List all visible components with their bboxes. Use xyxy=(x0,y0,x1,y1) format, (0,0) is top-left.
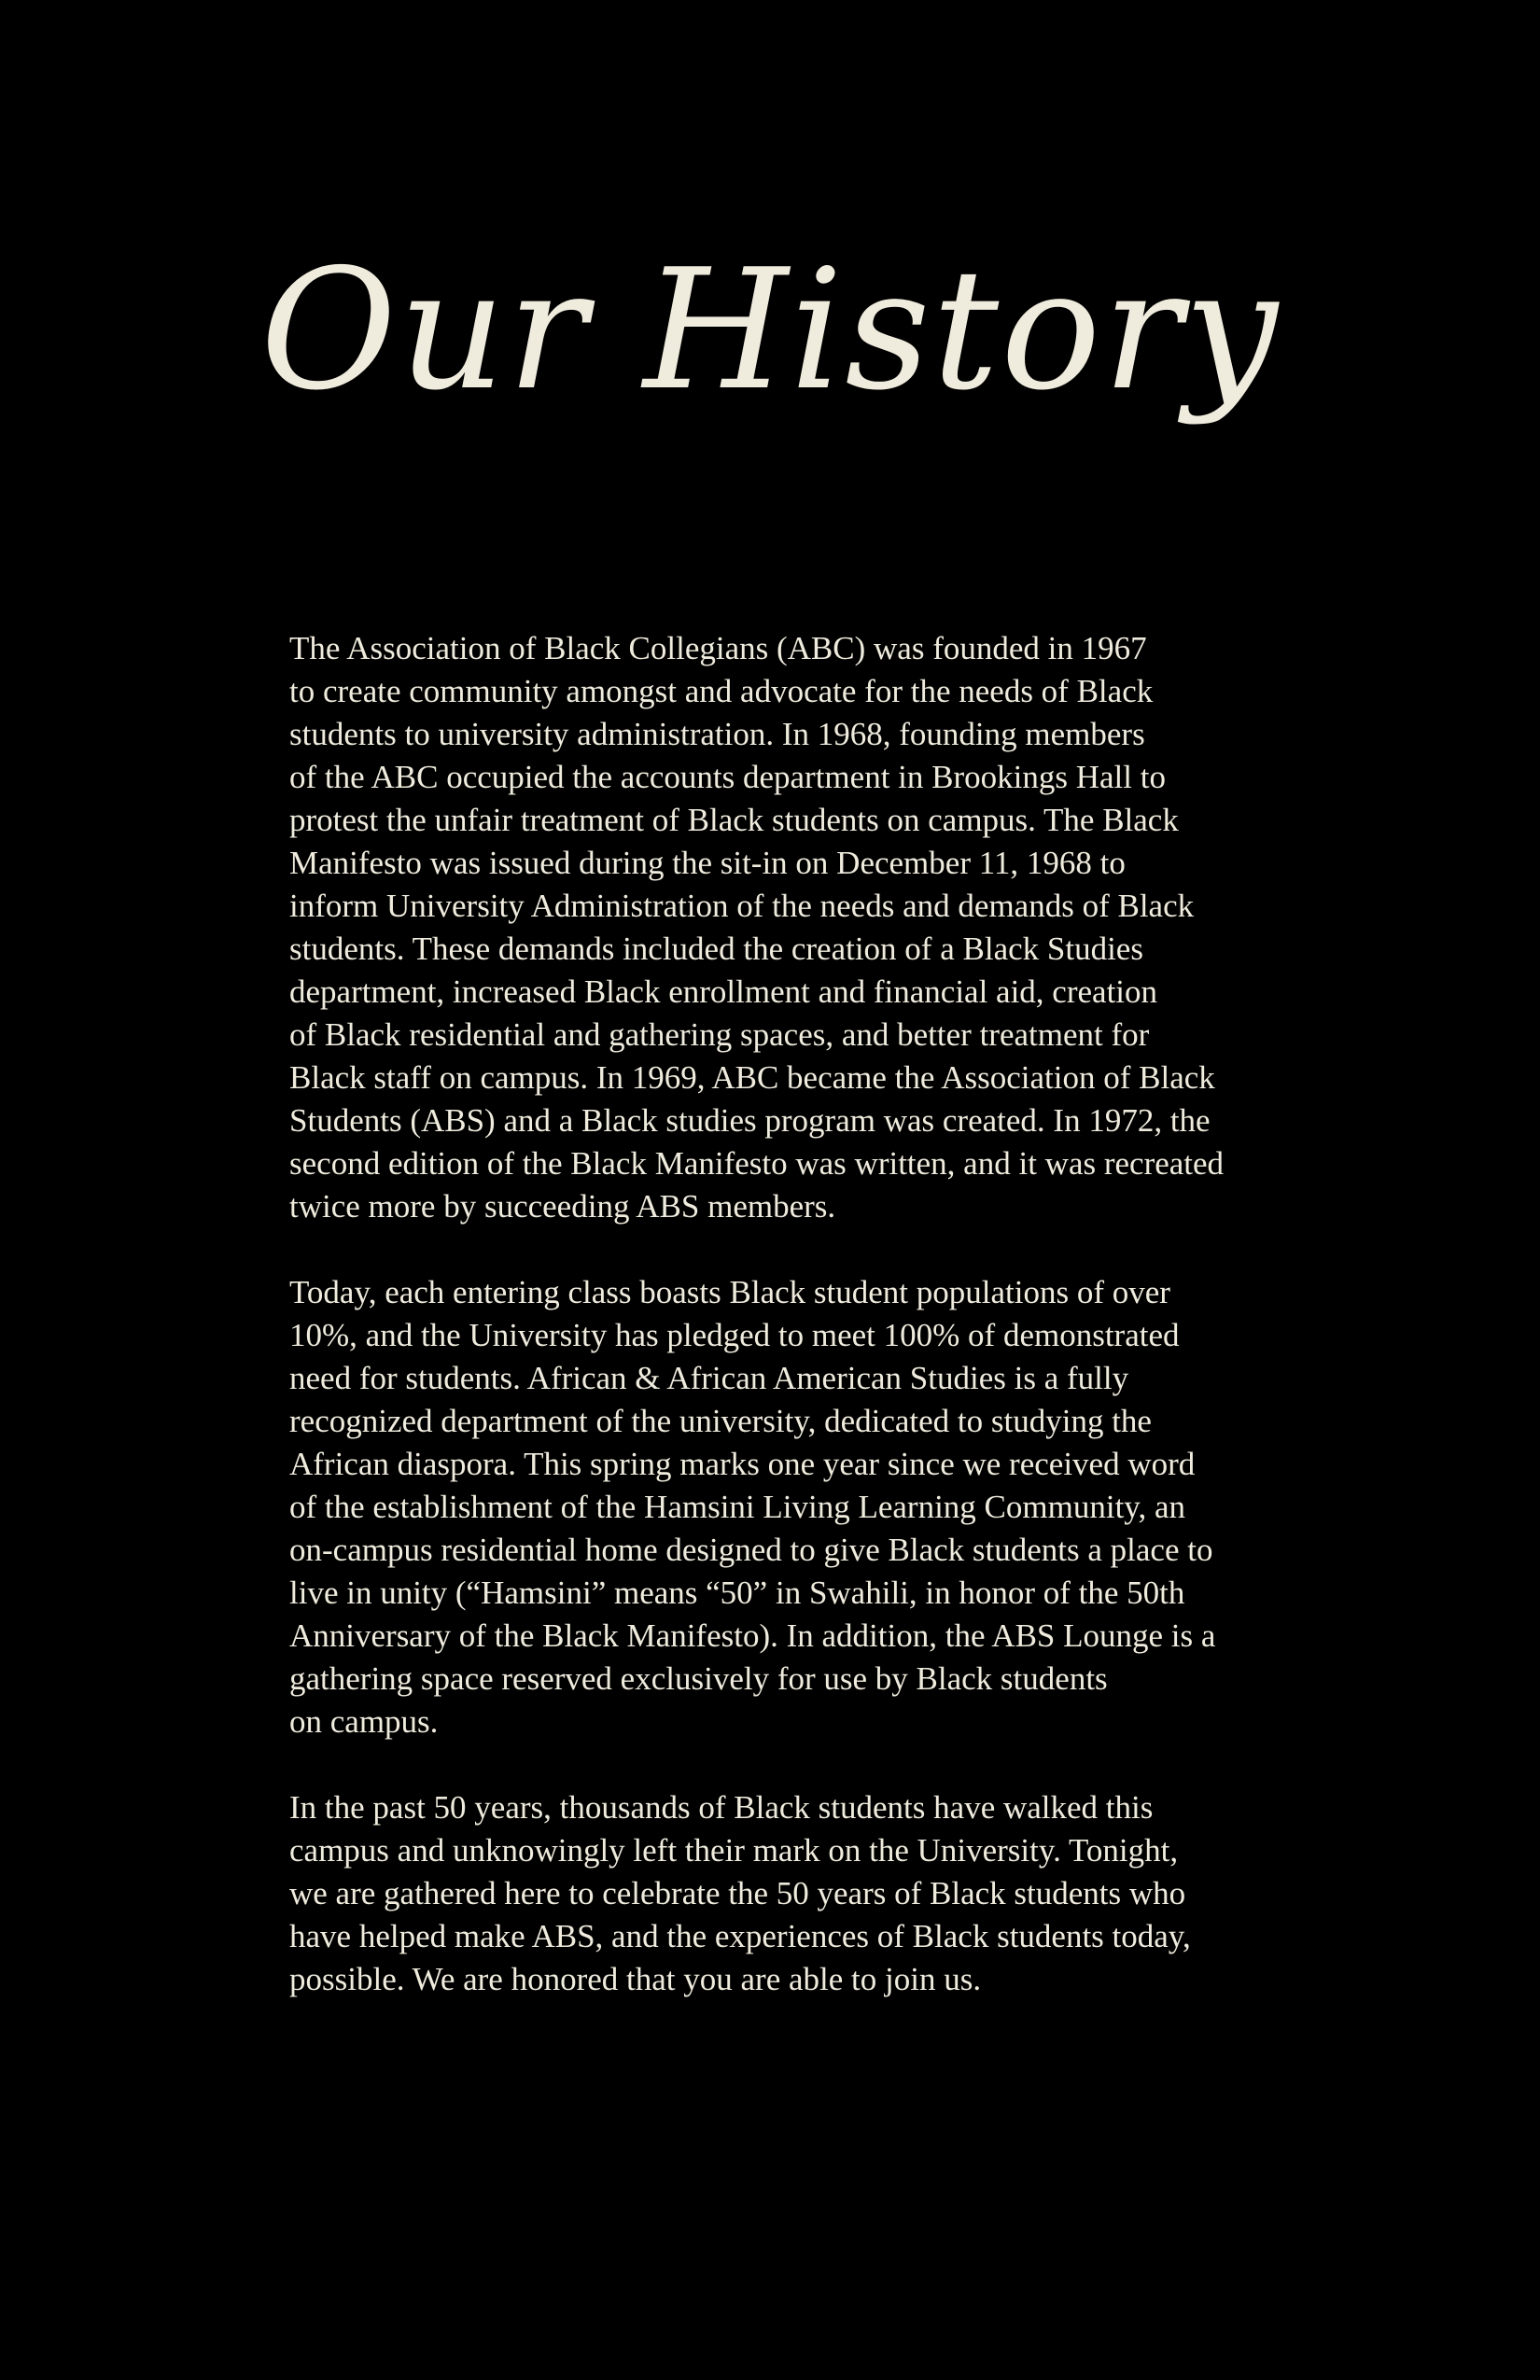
text-line: need for students. African & African American Studies is a fully xyxy=(289,1360,1129,1396)
text-line: Anniversary of the Black Manifesto). In addition, the ABS Lounge is a xyxy=(289,1617,1216,1654)
text-line: possible. We are honored that you are able to join us. xyxy=(289,1961,982,1997)
text-line: live in unity (“Hamsini” means “50” in Swahili, in honor of the 50th xyxy=(289,1575,1185,1611)
text-line: twice more by succeeding ABS members. xyxy=(289,1188,836,1225)
text-line: 10%, and the University has pledged to meet 100% of demonstrated xyxy=(289,1317,1180,1353)
text-line: of the establishment of the Hamsini Living Learning Community, an xyxy=(289,1489,1186,1525)
paragraph-founding xyxy=(289,627,1260,1228)
text-line: Today, each entering class boasts Black student populations of over xyxy=(289,1274,1170,1310)
text-line: protest the unfair treatment of Black students on campus. The Black xyxy=(289,802,1179,838)
text-line: to create community amongst and advocate for the needs of Black xyxy=(289,673,1154,709)
text-line: students. These demands included the creation of a Black Studies xyxy=(289,931,1143,967)
text-line: on campus. xyxy=(289,1703,439,1740)
text-line: have helped make ABS, and the experiences of Black students today, xyxy=(289,1918,1191,1954)
text-line: second edition of the Black Manifesto was written, and it was recreated xyxy=(289,1145,1225,1182)
text-line: recognized department of the university, dedicated to studying the xyxy=(289,1403,1152,1439)
text-line: on-campus residential home designed to give Black students a place to xyxy=(289,1532,1213,1568)
text-line: department, increased Black enrollment and financial aid, creation xyxy=(289,973,1158,1010)
text-line: of the ABC occupied the accounts department in Brookings Hall to xyxy=(289,759,1166,795)
paragraph-today xyxy=(289,1271,1260,1743)
text-line: In the past 50 years, thousands of Black students have walked this xyxy=(289,1789,1154,1826)
text-line: Black staff on campus. In 1969, ABC became the Association of Black xyxy=(289,1059,1215,1096)
paragraph-tonight xyxy=(289,1786,1260,2001)
text-line: African diaspora. This spring marks one year since we received word xyxy=(289,1446,1196,1482)
text-line: Manifesto was issued during the sit-in on December 11, 1968 to xyxy=(289,845,1126,881)
text-line: The Association of Black Collegians (ABC) was founded in 1967 xyxy=(289,630,1147,666)
history-text xyxy=(289,627,1260,2044)
text-line: students to university administration. In 1968, founding members xyxy=(289,716,1145,752)
text-line: inform University Administration of the needs and demands of Black xyxy=(289,888,1195,924)
text-line: of Black residential and gathering spaces, and better treatment for xyxy=(289,1016,1150,1053)
page-title: Our History xyxy=(259,233,1281,427)
text-line: gathering space reserved exclusively for use by Black students xyxy=(289,1660,1108,1697)
text-line: we are gathered here to celebrate the 50 years of Black students who xyxy=(289,1875,1186,1911)
text-line: Students (ABS) and a Black studies program was created. In 1972, the xyxy=(289,1102,1211,1139)
text-line: campus and unknowingly left their mark on the University. Tonight, xyxy=(289,1832,1179,1869)
